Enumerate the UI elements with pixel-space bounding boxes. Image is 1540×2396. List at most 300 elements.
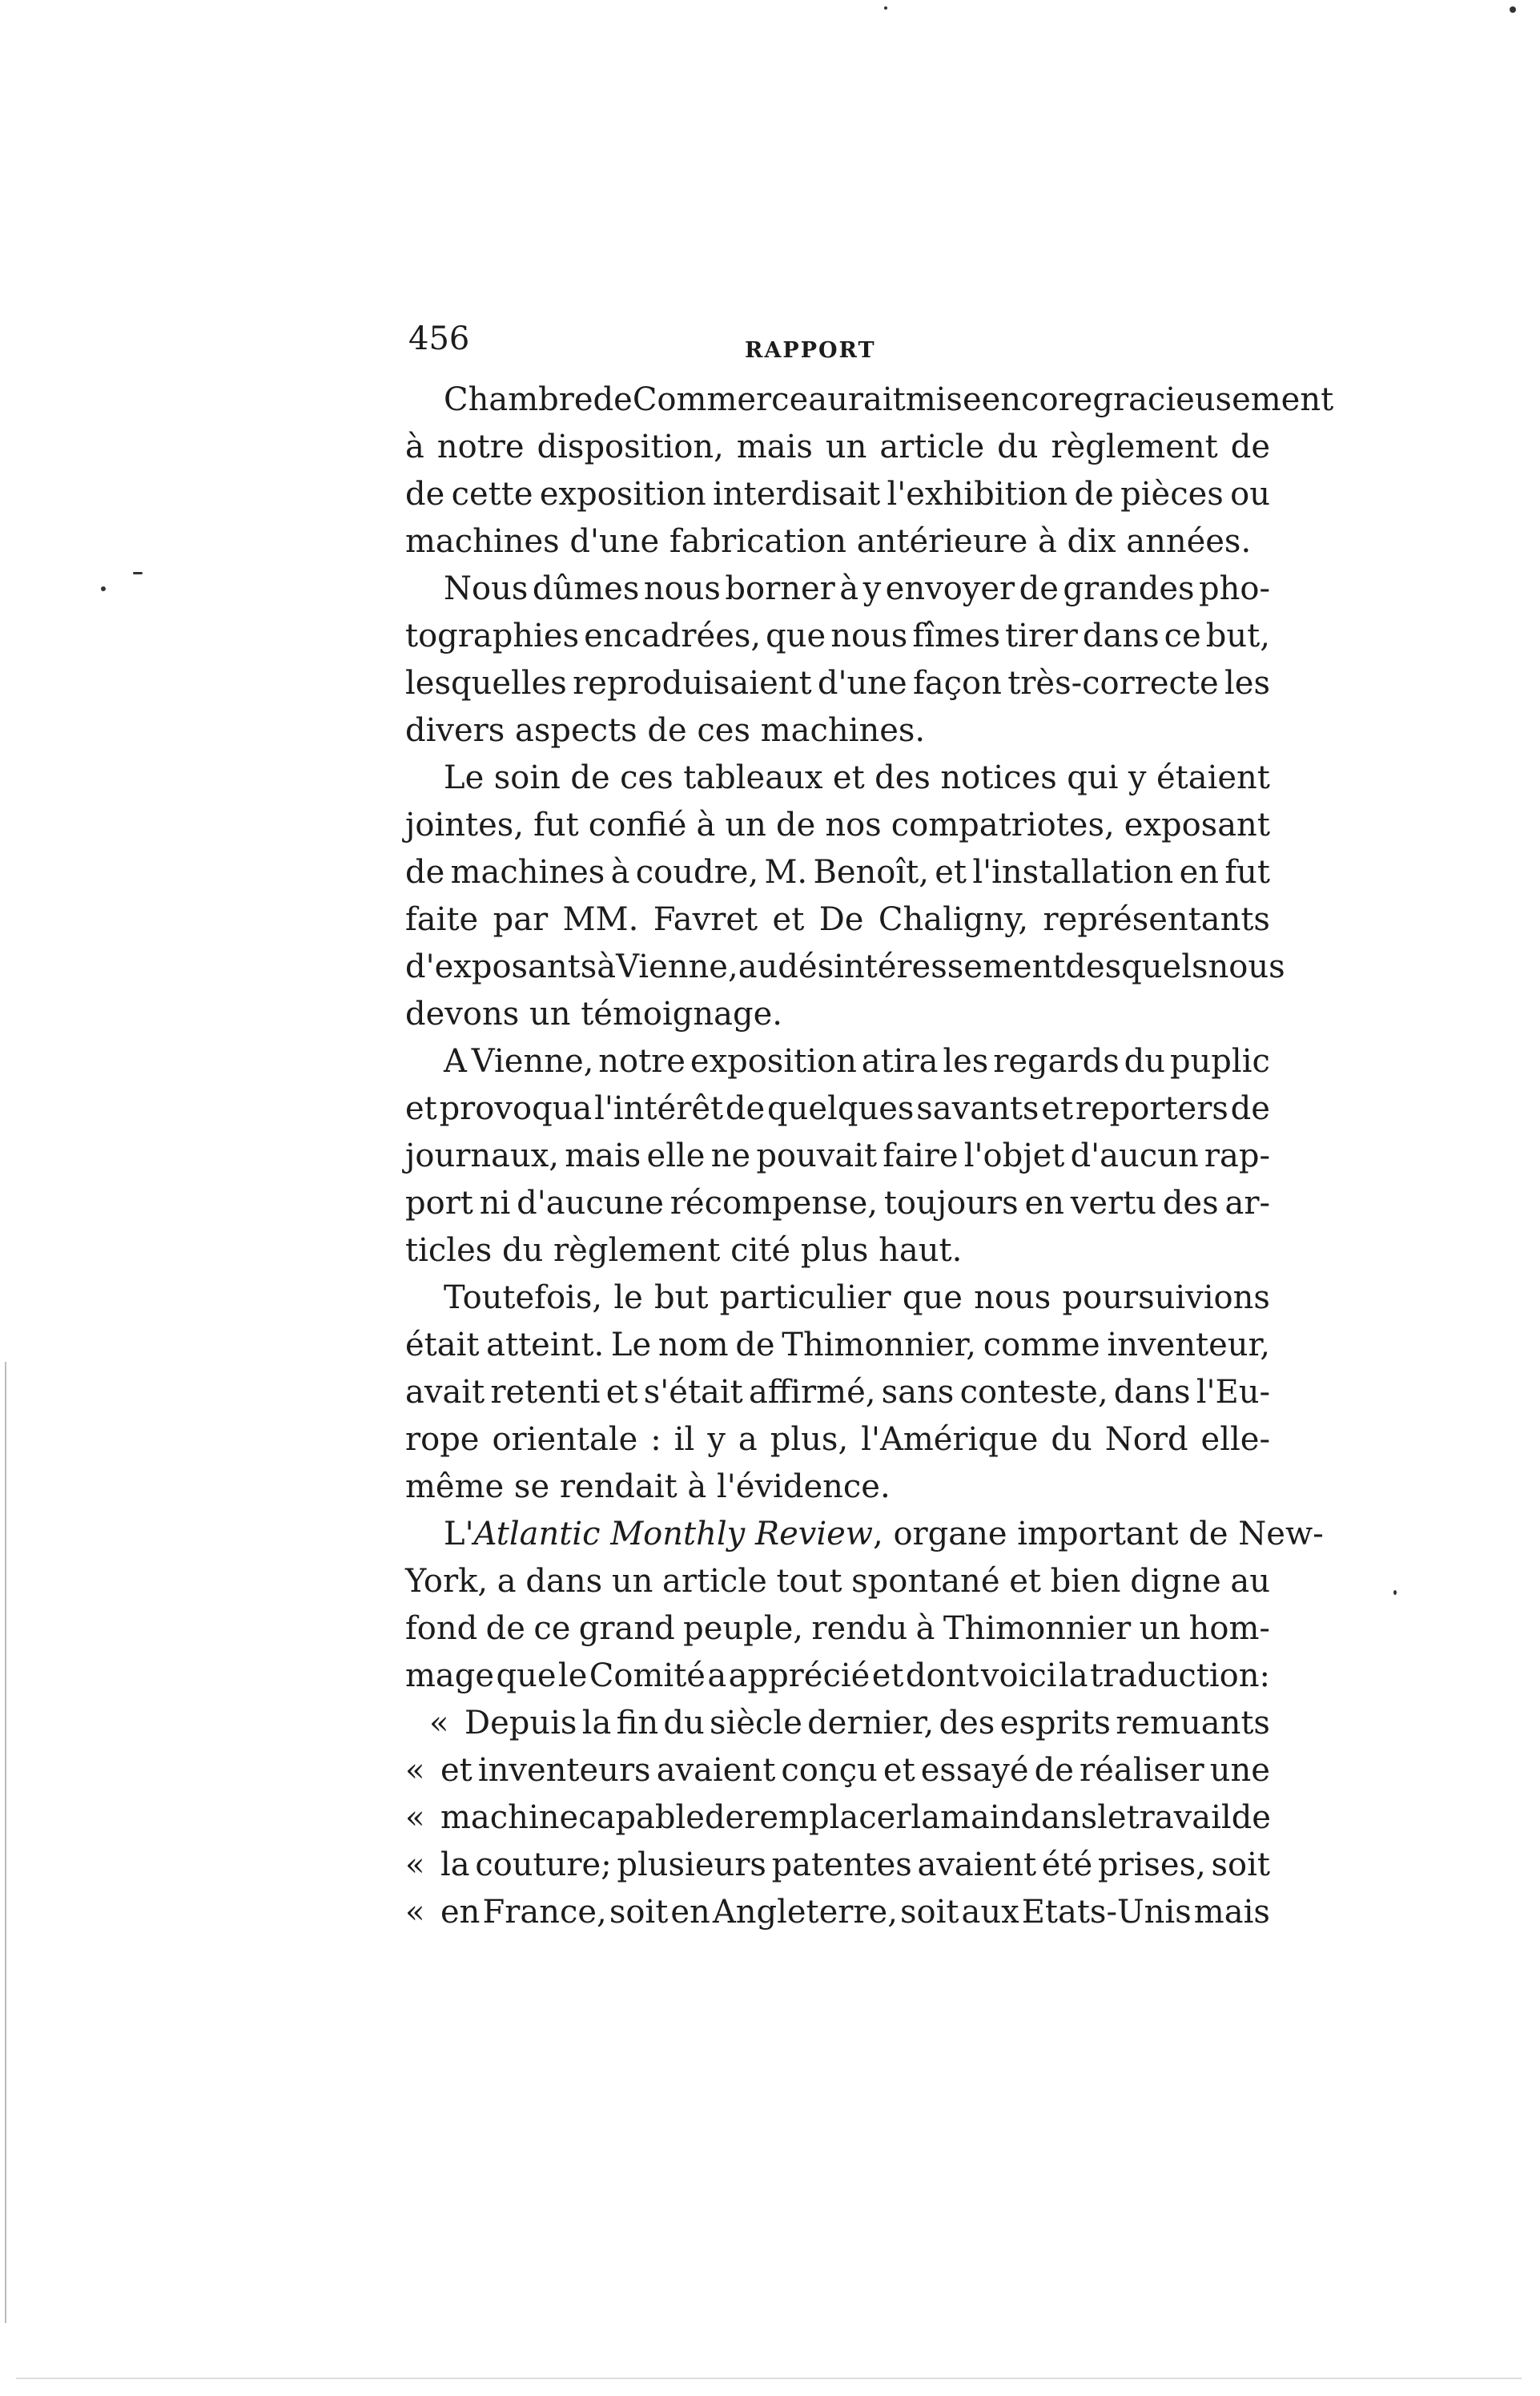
word: à (839, 570, 859, 607)
text-line (405, 1180, 1270, 1227)
word: mage (405, 1657, 495, 1694)
word: à (696, 807, 716, 844)
word: Chambre (444, 381, 593, 418)
word: y (862, 570, 882, 607)
paragraph-p6 (405, 1511, 1324, 1700)
word: de (725, 1090, 766, 1127)
word: dûmes (532, 570, 640, 607)
word: rope (405, 1421, 480, 1458)
text-line (405, 1511, 1324, 1558)
word: en (440, 1894, 480, 1931)
word: mais (736, 429, 813, 465)
word: de (485, 1610, 525, 1647)
word: de (775, 807, 816, 844)
word: Benoît, (813, 854, 929, 891)
word: capable (578, 1799, 705, 1836)
word: savants (916, 1090, 1039, 1127)
word: fond (405, 1610, 478, 1647)
word: hom- (1188, 1610, 1270, 1647)
word: des (1162, 1185, 1219, 1222)
scan-edge-line (5, 1362, 6, 2323)
word: Etats-Unis (1021, 1894, 1192, 1931)
word: A (444, 1043, 467, 1080)
word: une (1209, 1752, 1270, 1789)
word: nous (643, 570, 721, 607)
text-line (405, 613, 1270, 660)
word: peuple, (683, 1610, 803, 1647)
word: notices (940, 759, 1057, 796)
word: esprits (999, 1705, 1111, 1742)
word: interdisait (713, 476, 881, 513)
word: à (610, 854, 630, 891)
text-line-content: ticles du règlement cité plus haut. (405, 1232, 963, 1269)
word: encadrées, (584, 618, 762, 654)
word: aux (961, 1894, 1019, 1931)
word: avaient (656, 1752, 776, 1789)
word: inventeur, (1107, 1327, 1270, 1363)
word: un (725, 807, 766, 844)
word: dernier, (807, 1705, 935, 1742)
word: tout (776, 1563, 842, 1600)
word: que (902, 1279, 963, 1316)
word: ne (710, 1138, 751, 1174)
word: de (1074, 476, 1114, 513)
text-line (405, 566, 1270, 613)
word: but (654, 1279, 709, 1316)
word: sans (881, 1374, 955, 1411)
text-line (405, 471, 1270, 518)
word: quelques (767, 1090, 915, 1127)
word: l'Eu- (1196, 1374, 1270, 1411)
text-line (405, 1464, 1270, 1511)
word: borner (725, 570, 835, 607)
word: a (738, 1421, 758, 1458)
word: réaliser (1080, 1752, 1204, 1789)
word: rap- (1204, 1138, 1270, 1174)
text-line (405, 1416, 1270, 1464)
word: exposition (690, 1043, 857, 1080)
text-line (405, 896, 1270, 944)
word: spontané (851, 1563, 1000, 1600)
word: dans (1113, 1374, 1191, 1411)
quote-line (405, 1889, 1270, 1936)
word: en (670, 1894, 710, 1931)
text-line (405, 660, 1270, 707)
text-line (405, 1038, 1270, 1085)
word: cette (451, 476, 533, 513)
text-line (405, 1369, 1270, 1416)
word: bien (1050, 1563, 1121, 1600)
scan-speck (133, 572, 143, 574)
word: encore (981, 381, 1093, 418)
quote-line-content (440, 1889, 1270, 1936)
word: le (613, 1279, 643, 1316)
word: tableaux (683, 759, 823, 796)
word: conteste, (959, 1374, 1108, 1411)
word: dans (1020, 1799, 1098, 1836)
paragraph-p4 (405, 1038, 1270, 1275)
word: York, (405, 1563, 489, 1600)
word: qui (1067, 759, 1119, 796)
scan-speck (1510, 6, 1516, 13)
text-line (405, 755, 1270, 802)
word: la (440, 1846, 470, 1883)
word: a (497, 1563, 517, 1600)
word: et (440, 1752, 472, 1789)
word: ces (620, 759, 673, 796)
word: la (581, 1705, 612, 1742)
word: mais (565, 1138, 641, 1174)
word: dans (1082, 618, 1160, 654)
word: s'était (643, 1374, 743, 1411)
word: ar- (1224, 1185, 1270, 1222)
quote-mark: « (405, 1799, 425, 1836)
word: grand (578, 1610, 675, 1647)
quote-line-content (464, 1700, 1270, 1747)
word: disposition, (537, 429, 724, 465)
word: port (405, 1185, 473, 1222)
word: siècle (710, 1705, 802, 1742)
word: et (871, 1657, 904, 1694)
word: d'une (817, 665, 907, 702)
text-line (405, 1275, 1270, 1322)
scan-speck (101, 586, 106, 591)
word: voici (980, 1657, 1057, 1694)
quote-line-content (440, 1842, 1270, 1889)
paragraph-p3 (405, 755, 1285, 1038)
word: de (405, 476, 445, 513)
text-line (405, 377, 1334, 424)
word: journaux, (405, 1138, 560, 1174)
word: France, (482, 1894, 607, 1931)
word: plusieurs (617, 1846, 766, 1883)
word: M. (764, 854, 808, 891)
word: main (940, 1799, 1021, 1836)
word: tographies (405, 618, 580, 654)
word: atteint. (486, 1327, 605, 1363)
text-line (405, 1227, 1270, 1275)
text-line (405, 991, 1270, 1038)
word: soit (609, 1894, 669, 1931)
word: l'installation (972, 854, 1174, 891)
word: de (1230, 1090, 1270, 1127)
text-line (405, 1558, 1270, 1605)
word: MM. (562, 901, 639, 938)
word: prises, (1097, 1846, 1206, 1883)
word: notre (436, 429, 525, 465)
word: ni (479, 1185, 511, 1222)
word: remplacer (744, 1799, 911, 1836)
word: en (1024, 1185, 1064, 1222)
word: à (597, 948, 617, 985)
word: que (496, 1657, 557, 1694)
word: un (825, 429, 867, 465)
quote-line (405, 1747, 1270, 1794)
word: pouvait (756, 1138, 878, 1174)
word: la (1058, 1657, 1088, 1694)
word: de (735, 1327, 775, 1363)
word: était (405, 1327, 480, 1363)
word: dont (905, 1657, 979, 1694)
word: machine (440, 1799, 579, 1836)
word: avaient (917, 1846, 1037, 1883)
text-line (405, 1133, 1270, 1180)
word: faire (883, 1138, 959, 1174)
word: ou (1230, 476, 1270, 513)
word: représentants (1043, 901, 1270, 938)
running-head: RAPPORT (745, 338, 876, 363)
word: puplic (1169, 1043, 1270, 1080)
word: De (818, 901, 864, 938)
text-fragment: , organe important de New- (873, 1516, 1324, 1552)
word: désintéressement (778, 948, 1066, 985)
quote-mark: « (405, 1894, 425, 1931)
paragraph-p5 (405, 1275, 1270, 1511)
word: de (593, 381, 633, 418)
word: compatriotes, (891, 807, 1115, 844)
word: elle- (1200, 1421, 1270, 1458)
word: nom (657, 1327, 729, 1363)
word: mise (905, 381, 982, 418)
text-line-content: divers aspects de ces machines. (405, 712, 926, 749)
word: les (943, 1043, 989, 1080)
word: couture; (475, 1846, 612, 1883)
word: Favret (653, 901, 758, 938)
text-line-content: machines d'une fabrication antérieure à dix années. (405, 523, 1252, 560)
word: étaient (1156, 759, 1270, 796)
word: desquels (1065, 948, 1208, 985)
word: apprécié (728, 1657, 871, 1694)
word: Le (610, 1327, 652, 1363)
word: et (1009, 1563, 1041, 1600)
word: les (1224, 665, 1270, 702)
word: il (673, 1421, 695, 1458)
word: Vienne, (616, 948, 738, 985)
word: coudre, (635, 854, 759, 891)
word: reproduisaient (573, 665, 812, 702)
word: mais (1193, 1894, 1270, 1931)
word: fîmes (912, 618, 1001, 654)
word: orientale (492, 1421, 638, 1458)
journal-title: Atlantic Monthly Review (473, 1516, 874, 1552)
word: de (570, 759, 610, 796)
word: notre (598, 1043, 686, 1080)
word: patentes (771, 1846, 912, 1883)
word: remuants (1116, 1705, 1270, 1742)
quote-line (405, 1794, 1270, 1842)
word: et (772, 901, 805, 938)
word: Vienne, (471, 1043, 594, 1080)
word: affirmé, (748, 1374, 876, 1411)
word: le (557, 1657, 588, 1694)
quote-mark: « (405, 1846, 425, 1883)
word: la (911, 1799, 941, 1836)
word: grandes (1063, 570, 1195, 607)
word: de (1230, 429, 1270, 465)
quote-line (405, 1700, 1270, 1747)
word: l'Amérique (861, 1421, 1039, 1458)
word: jointes, (405, 807, 525, 844)
word: très-correcte (1007, 665, 1219, 702)
quote-line-content (440, 1747, 1270, 1794)
word: Nord (1104, 1421, 1188, 1458)
word: Chaligny, (878, 901, 1029, 938)
word: et (832, 759, 865, 796)
quote-line-content (440, 1794, 1271, 1842)
word: travail (1126, 1799, 1232, 1836)
word: d'exposants (405, 948, 597, 985)
word: reporters (1075, 1090, 1228, 1127)
word: nous (830, 618, 908, 654)
text-line (405, 518, 1270, 566)
word: Toutefois, (444, 1279, 603, 1316)
word: rendu (811, 1610, 908, 1647)
word: provoqua (439, 1090, 593, 1127)
word: article (662, 1563, 767, 1600)
word: des (875, 759, 931, 796)
word: poursuivions (1062, 1279, 1270, 1316)
word: vertu (1070, 1185, 1156, 1222)
word: ce (1164, 618, 1201, 654)
word: d'aucune (517, 1185, 664, 1222)
word: au (1230, 1563, 1270, 1600)
word: conçu (781, 1752, 878, 1789)
word: plus, (770, 1421, 849, 1458)
word: y (707, 1421, 726, 1458)
quotation (405, 1700, 1270, 1936)
word: particulier (719, 1279, 891, 1316)
text-fragment: L' (444, 1516, 474, 1552)
word: récompense, (669, 1185, 878, 1222)
word: de (704, 1799, 745, 1836)
scan-speck (1393, 1590, 1397, 1595)
word: confié (588, 807, 687, 844)
word: fut (533, 807, 579, 844)
word: elle (646, 1138, 706, 1174)
word: Thimonnier (943, 1610, 1132, 1647)
word: lesquelles (405, 665, 567, 702)
text-line (405, 1322, 1270, 1369)
text-line (405, 1653, 1270, 1700)
word: le (1097, 1799, 1127, 1836)
word: ce (533, 1610, 571, 1647)
word: des (939, 1705, 995, 1742)
word: comme (983, 1327, 1100, 1363)
word: Commerce (632, 381, 809, 418)
word: un (611, 1563, 653, 1600)
word: un (1139, 1610, 1181, 1647)
text-line (405, 849, 1270, 896)
word: exposant (1124, 807, 1270, 844)
word: exposition (539, 476, 706, 513)
word: du (663, 1705, 705, 1742)
word: envoyer (885, 570, 1015, 607)
word: et (1041, 1090, 1074, 1127)
word: et (883, 1752, 915, 1789)
word: article (879, 429, 985, 465)
word: de (1034, 1752, 1074, 1789)
text-line (405, 944, 1285, 991)
word: que (766, 618, 826, 654)
word: nos (825, 807, 882, 844)
word: soin (493, 759, 561, 796)
word: regards (993, 1043, 1120, 1080)
paragraph-p1 (405, 377, 1334, 566)
word: et (605, 1374, 638, 1411)
text-line (405, 802, 1270, 849)
word: à (915, 1610, 935, 1647)
word: du (997, 429, 1039, 465)
word: l'exhibition (887, 476, 1068, 513)
word: but, (1205, 618, 1270, 654)
word: et (405, 1090, 437, 1127)
word: Angleterre, (712, 1894, 898, 1931)
word: à (405, 429, 424, 465)
word: dans (525, 1563, 603, 1600)
word: : (650, 1421, 661, 1458)
word: fut (1224, 854, 1270, 891)
text-line (405, 1605, 1270, 1653)
word: pho- (1199, 570, 1270, 607)
word: Depuis (464, 1705, 577, 1742)
quote-mark: « (405, 1752, 425, 1789)
word: par (493, 901, 549, 938)
scan-speck (884, 6, 887, 10)
word: au (738, 948, 778, 985)
word: Comité (589, 1657, 706, 1694)
word: d'aucun (1070, 1138, 1199, 1174)
word: Le (444, 759, 485, 796)
word: machines (450, 854, 605, 891)
text-line-content (444, 1511, 1324, 1558)
text-line (405, 424, 1270, 471)
page-header (408, 320, 1273, 377)
word: soit (899, 1894, 959, 1931)
word: règlement (1051, 429, 1218, 465)
text-line (405, 707, 1270, 755)
word: fin (616, 1705, 659, 1742)
word: atira (861, 1043, 939, 1080)
word: pièces (1120, 476, 1224, 513)
scan-edge-line (16, 2378, 1522, 2379)
word: digne (1130, 1563, 1221, 1600)
word: été (1041, 1846, 1093, 1883)
word: inventeurs (477, 1752, 651, 1789)
word: nous (974, 1279, 1051, 1316)
word: avait (405, 1374, 485, 1411)
word: du (1124, 1043, 1166, 1080)
word: traduction: (1089, 1657, 1270, 1694)
body-text (405, 377, 1334, 1936)
word: retenti (490, 1374, 601, 1411)
word: l'intérêt (594, 1090, 724, 1127)
paragraph-p2 (405, 566, 1270, 755)
word: façon (913, 665, 1002, 702)
word: Thimonnier, (782, 1327, 976, 1363)
word: du (1051, 1421, 1092, 1458)
word: de (405, 854, 445, 891)
word: soit (1211, 1846, 1270, 1883)
quote-line (405, 1842, 1270, 1889)
word: tirer (1005, 618, 1078, 654)
text-line-content: devons un témoignage. (405, 996, 782, 1033)
page-number: 456 (408, 320, 470, 357)
word: nous (1208, 948, 1285, 985)
word: l'objet (963, 1138, 1065, 1174)
word: faite (405, 901, 479, 938)
word: gracieusement (1092, 381, 1334, 418)
word: en (1179, 854, 1219, 891)
